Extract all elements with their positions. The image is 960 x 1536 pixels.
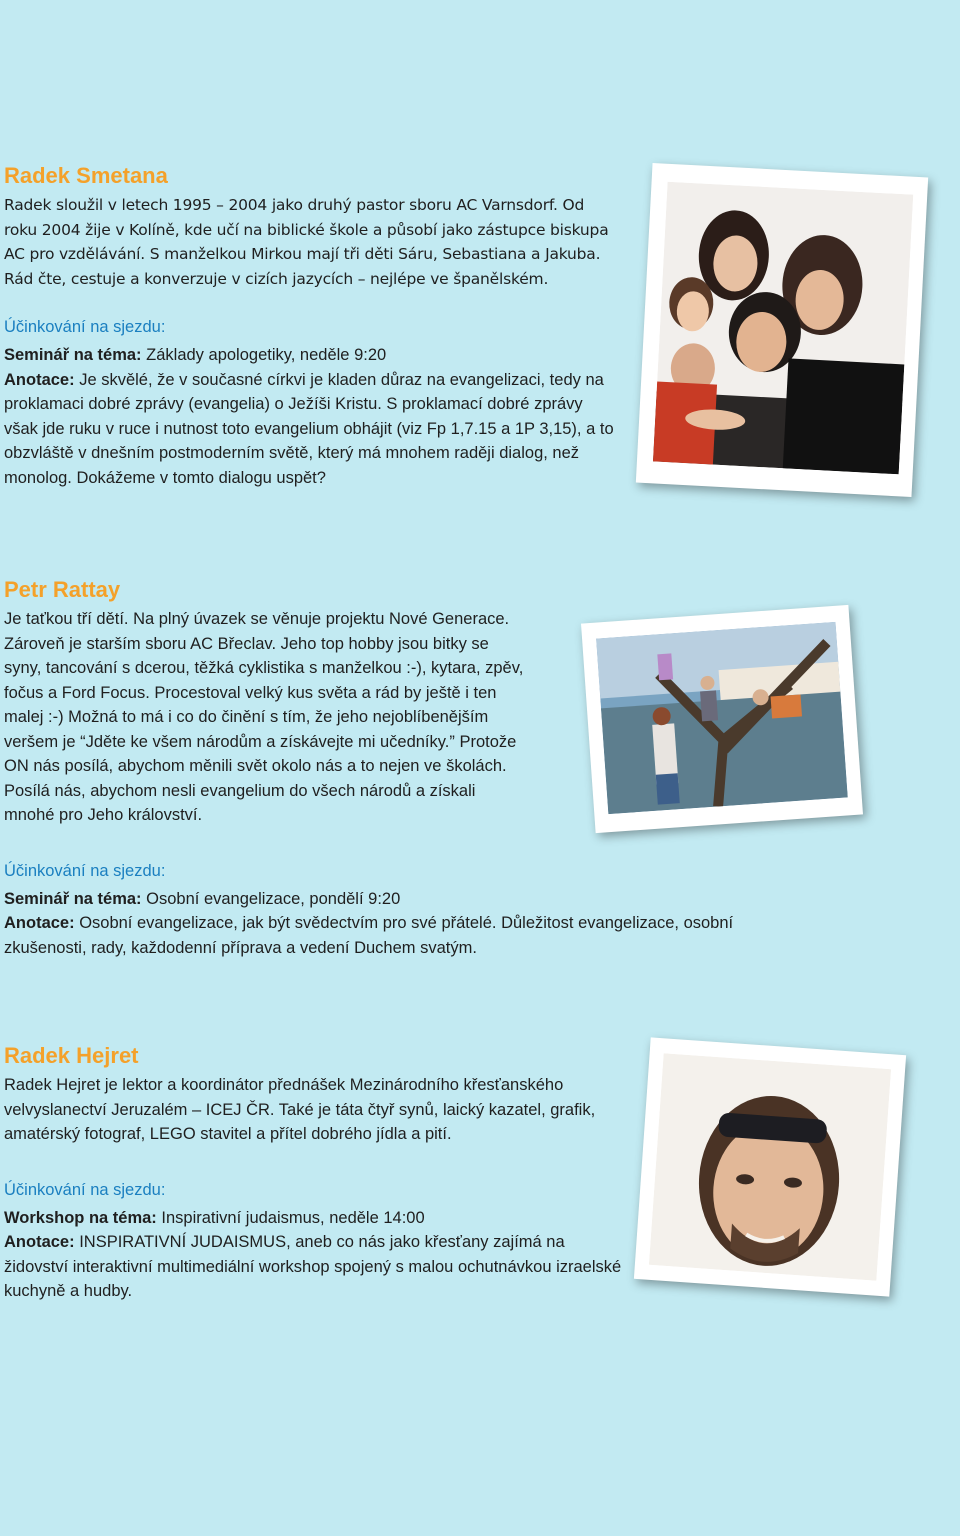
speaker-bio: Radek Hejret je lektor a koordinátor přednášek Mezinárodního křesťanského velvyslanectví Jeruzalém – ICEJ ČR. Také je táta čtyř synů, laický kazatel, grafik, amatérský fotograf, LEGO stavitel a přítel dobrého jídla a pití. (4, 1076, 596, 1143)
session-line (4, 1206, 629, 1231)
portrait-photo (634, 1037, 906, 1296)
annotation-value: Osobní evangelizace, jak být svědectvím pro své přátelé. Důležitost evangelizace, osobní zkušenosti, rady, každodenní příprava a vedení Duchem svatým. (4, 914, 734, 957)
session-line (4, 887, 824, 912)
annotation-label: Anotace: (4, 1233, 75, 1251)
annotation-line (4, 368, 619, 491)
annotation-value: Je skvělé, že v současné církvi je kladen důraz na evangelizaci, tedy na proklamaci dobré zprávy (evangelia) o Ježíši Kristu. S proklamací dobré zprávy však jde ruku v ruce i nutnost toto evangelium obhájit (viz Fp 1,7.15 a 1P 3,15), a to obzvláště v dnešním postmoderním světě, který má mnohem raději dialog, než monolog. Dokážeme v tomto dialogu uspět? (4, 370, 614, 487)
speaker-bio: Radek sloužil v letech 1995 – 2004 jako druhý pastor sboru AC Varnsdorf. Od roku 2004 žije v Kolíně, kde učí na biblické škole a působí jako zástupce biskupa AC pro vzdělávání. S manželkou Mirkou mají tři děti Sáru, Sebastiana a Jakuba. Rád čte, cestuje a konverzuje v cizích jazycích – nejlépe ve španělském. (4, 196, 609, 288)
session-label: Workshop na téma: (4, 1208, 157, 1227)
family-photo-image (653, 182, 913, 474)
speaker-bio: Je taťkou tří dětí. Na plný úvazek se věnuje projektu Nové Generace. Zároveň je starším sboru AC Břeclav. Jeho top hobby jsou bitky se syny, tancování s dcerou, těžká cyklistika s manželkou :-), kytara, zpěv, fočus a Ford Focus. Procestoval velký kus světa a rád by ještě i ten malej :-) Možná to má i co do činění s tím, že jeho nejoblíbenějším veršem je “Jděte ke všem národům a získávejte mi učedníky.” Protože ON nás posílá, abychom měnili svět okolo nás a to nejen ve školách. Posílá nás, abychom nesli evangelium do všech národů a získali mnohé pro Jeho království. (4, 610, 524, 824)
portrait-photo-image (649, 1053, 891, 1280)
session-value: Základy apologetiky, neděle 9:20 (146, 346, 387, 364)
annotation-value: INSPIRATIVNÍ JUDAISMUS, aneb co nás jako křesťany zajímá na židovství interaktivní multimediální workshop spojený s malou ochutnávkou izraelské kuchyně a hudby. (4, 1233, 622, 1300)
annotation-line (4, 911, 814, 960)
family-tree-photo-image (596, 622, 848, 814)
session-value: Osobní evangelizace, pondělí 9:20 (146, 889, 401, 908)
appearance-heading: Účinkování na sjezdu: (4, 318, 166, 336)
speaker-name: Radek Smetana (4, 163, 168, 188)
annotation-label: Anotace: (4, 370, 75, 389)
annotation-line (4, 1230, 626, 1304)
annotation-label: Anotace: (4, 914, 75, 932)
session-value: Inspirativní judaismus, neděle 14:00 (161, 1208, 425, 1227)
speaker-hejret (4, 1043, 629, 1304)
appearance-heading: Účinkování na sjezdu: (4, 861, 166, 880)
family-tree-photo (581, 605, 863, 833)
session-label: Seminář na téma: (4, 889, 142, 908)
appearance-heading: Účinkování na sjezdu: (4, 1180, 166, 1199)
family-photo (636, 163, 928, 497)
speaker-name: Radek Hejret (4, 1043, 139, 1068)
speaker-name: Petr Rattay (4, 577, 121, 602)
session-label: Seminář na téma: (4, 346, 142, 364)
session-line (4, 343, 619, 368)
speaker-smetana (4, 163, 619, 490)
